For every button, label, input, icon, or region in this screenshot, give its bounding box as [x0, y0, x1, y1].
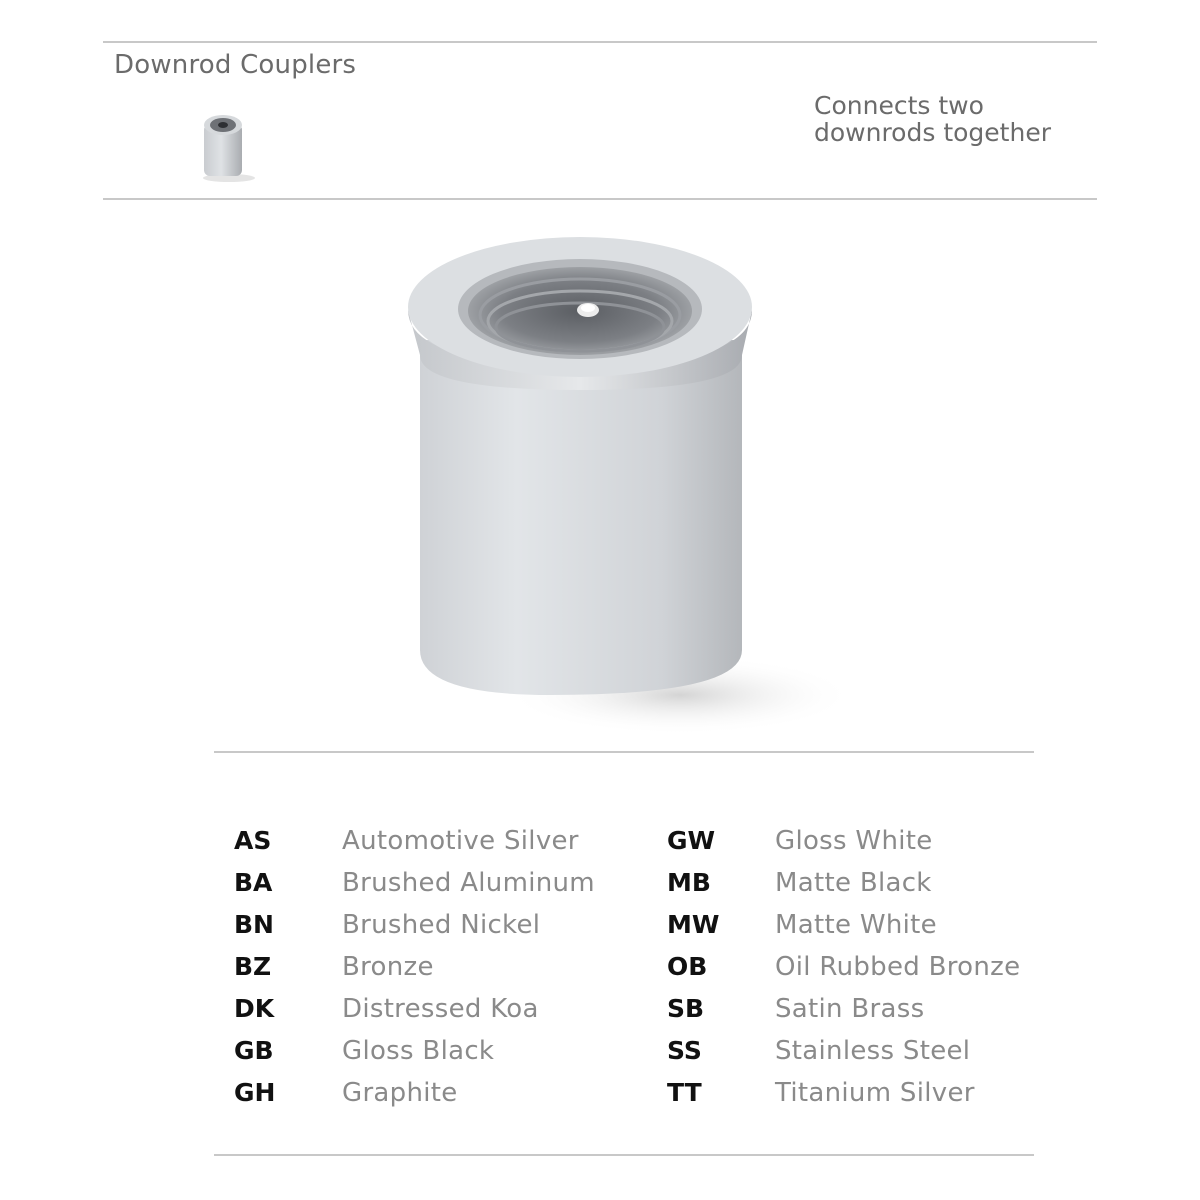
finish-code: GH [234, 1078, 276, 1107]
finish-code: TT [667, 1078, 702, 1107]
finish-name: Satin Brass [775, 994, 925, 1024]
finish-code: BA [234, 868, 273, 897]
finish-name: Bronze [342, 952, 434, 982]
finish-code: SS [667, 1036, 702, 1065]
finish-name: Gloss Black [342, 1036, 495, 1066]
section-divider [214, 751, 1034, 753]
header-divider [103, 198, 1097, 200]
product-description: Connects two downrods together [814, 91, 1051, 147]
top-divider [103, 41, 1097, 43]
finish-code: AS [234, 826, 272, 855]
coupler-product-image [380, 225, 860, 740]
finish-name: Matte Black [775, 868, 932, 898]
finish-code: SB [667, 994, 705, 1023]
finish-code: DK [234, 994, 275, 1023]
product-title: Downrod Couplers [114, 50, 357, 80]
finish-code: MW [667, 910, 720, 939]
finish-name: Titanium Silver [775, 1078, 975, 1108]
finish-name: Brushed Nickel [342, 910, 541, 940]
finish-name: Graphite [342, 1078, 458, 1108]
finish-code: BZ [234, 952, 272, 981]
finish-code: MB [667, 868, 711, 897]
finish-name: Brushed Aluminum [342, 868, 595, 898]
finish-name: Stainless Steel [775, 1036, 971, 1066]
finish-code: GW [667, 826, 716, 855]
finish-name: Automotive Silver [342, 826, 579, 856]
finish-code: BN [234, 910, 274, 939]
bottom-divider [214, 1154, 1034, 1156]
finish-name: Matte White [775, 910, 937, 940]
finish-code: OB [667, 952, 708, 981]
finish-name: Oil Rubbed Bronze [775, 952, 1021, 982]
finish-code: GB [234, 1036, 274, 1065]
finish-name: Distressed Koa [342, 994, 539, 1024]
finish-name: Gloss White [775, 826, 933, 856]
coupler-thumbnail-image [196, 108, 258, 184]
